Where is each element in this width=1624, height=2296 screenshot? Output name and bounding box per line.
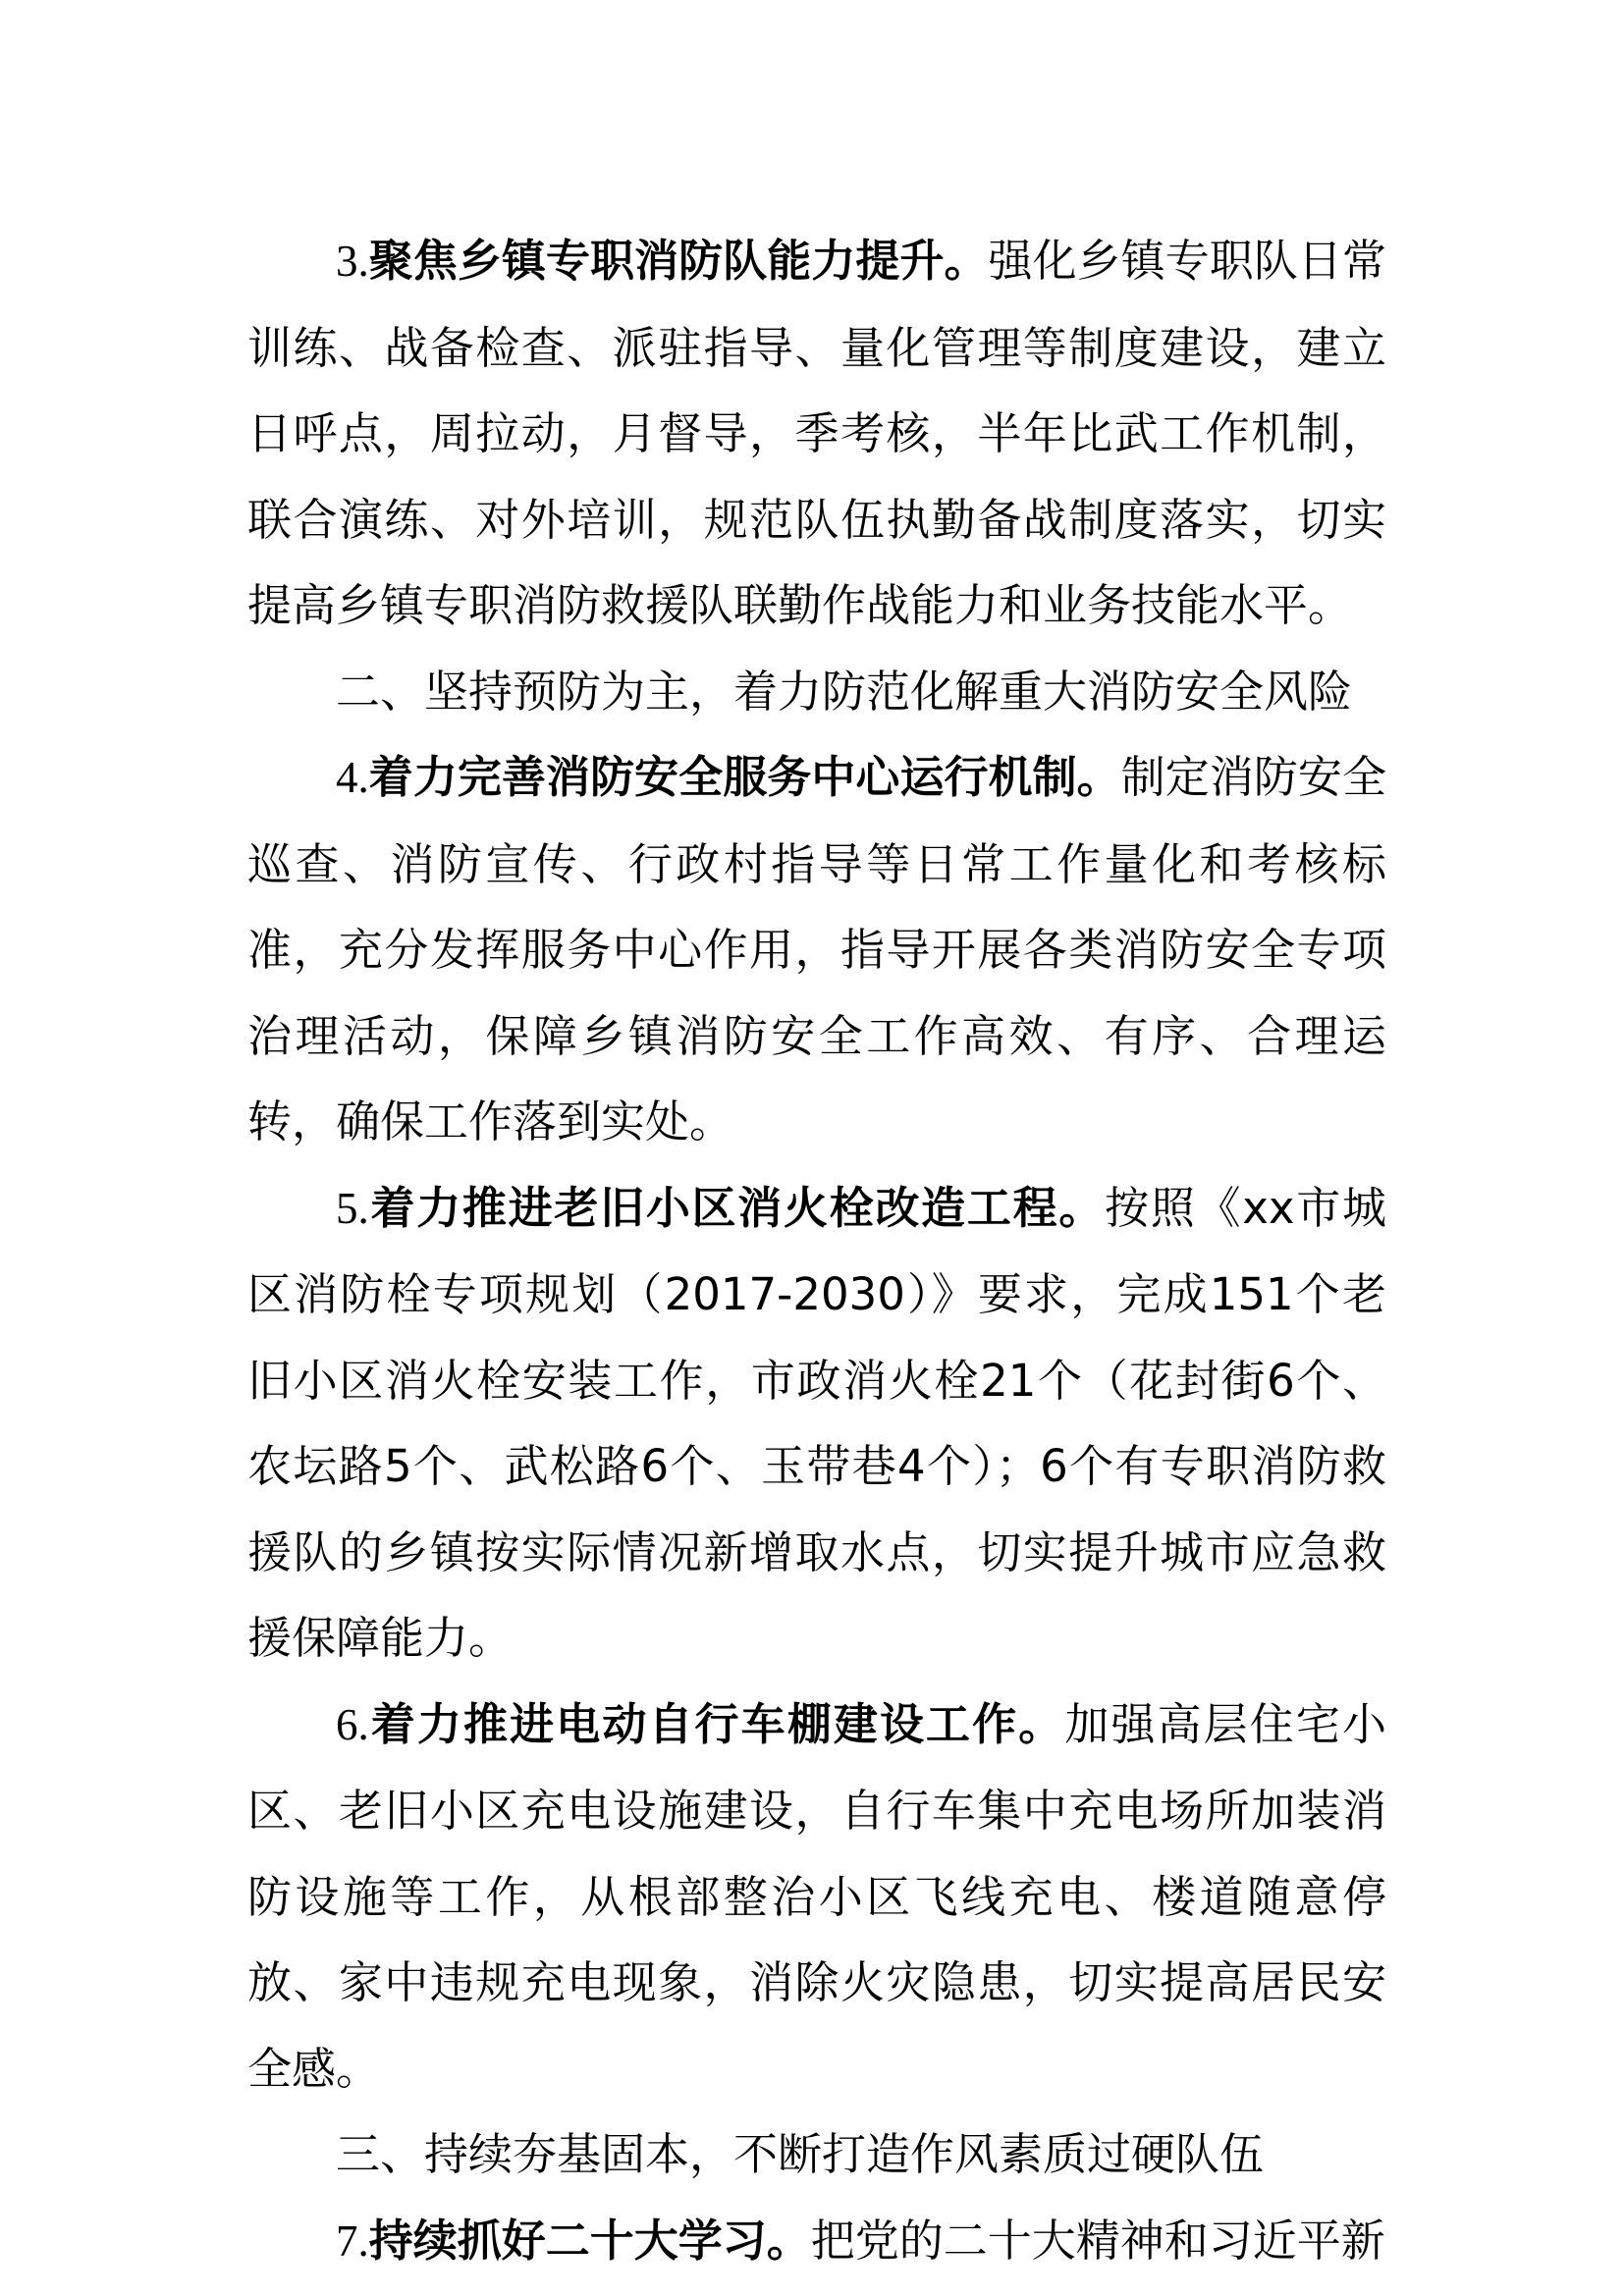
paragraph-body: 把党的二十大精神和习近平新 <box>810 2214 1385 2267</box>
paragraph-4 <box>247 734 1386 1165</box>
item-number: 3. <box>336 237 369 286</box>
item-number: 4. <box>336 753 369 802</box>
paragraph-6 <box>247 1682 1386 2112</box>
paragraph-body: 制定消防安全巡查、消防宣传、行政村指导等日常工作量化和考核标准，充分发挥服务中心作用，指导开展各类消防安全专项治理活动，保障乡镇消防安全工作高效、有序、合理运转，确保工作落到实处。 <box>247 751 1386 1148</box>
section-heading-2: 二、坚持预防为主，着力防范化解重大消防安全风险 <box>336 665 1353 718</box>
paragraph-7 <box>247 2198 1386 2285</box>
section-heading-3: 三、持续夯基固本，不断打造作风素质过硬队伍 <box>336 2128 1265 2180</box>
paragraph-lead: 着力完善消防安全服务中心运行机制。 <box>368 751 1121 803</box>
paragraph-lead: 聚焦乡镇专职消防队能力提升。 <box>368 235 989 287</box>
paragraph-body: 加强高层住宅小区、老旧小区充电设施建设，自行车集中充电场所加装消防设施等工作，从根部整治小区飞线充电、楼道随意停放、家中违规充电现象，消除火灾隐患，切实提高居民安全感。 <box>247 1697 1386 2095</box>
item-number: 6. <box>336 1699 369 1749</box>
paragraph-5 <box>247 1165 1386 1682</box>
paragraph-3 <box>247 218 1386 649</box>
paragraph-lead: 着力推进老旧小区消火栓改造工程。 <box>368 1181 1106 1234</box>
item-number: 5. <box>336 1183 369 1233</box>
paragraph-body: 按照《xx市城区消防栓专项规划（2017-2030）》要求，完成151个老旧小区消火栓安装工作，市政消火栓21个（花封街6个、农坛路5个、武松路6个、玉带巷4个）；6个有专职消防救援队的乡镇按实际情况新增取水点，切实提升城市应急救援保障能力。 <box>247 1181 1386 1664</box>
paragraph-lead: 着力推进电动自行车棚建设工作。 <box>368 1697 1065 1750</box>
paragraph-body: 强化乡镇专职队日常训练、战备检查、派驻指导、量化管理等制度建设，建立日呼点，周拉动，月督导，季考核，半年比武工作机制，联合演练、对外培训，规范队伍执勤备战制度落实，切实提高乡镇专职消防救援队联勤作战能力和业务技能水平。 <box>247 235 1386 631</box>
item-number: 7. <box>336 2216 369 2266</box>
paragraph-lead: 持续抓好二十大学习。 <box>368 2214 811 2267</box>
document-body <box>247 218 1386 2284</box>
